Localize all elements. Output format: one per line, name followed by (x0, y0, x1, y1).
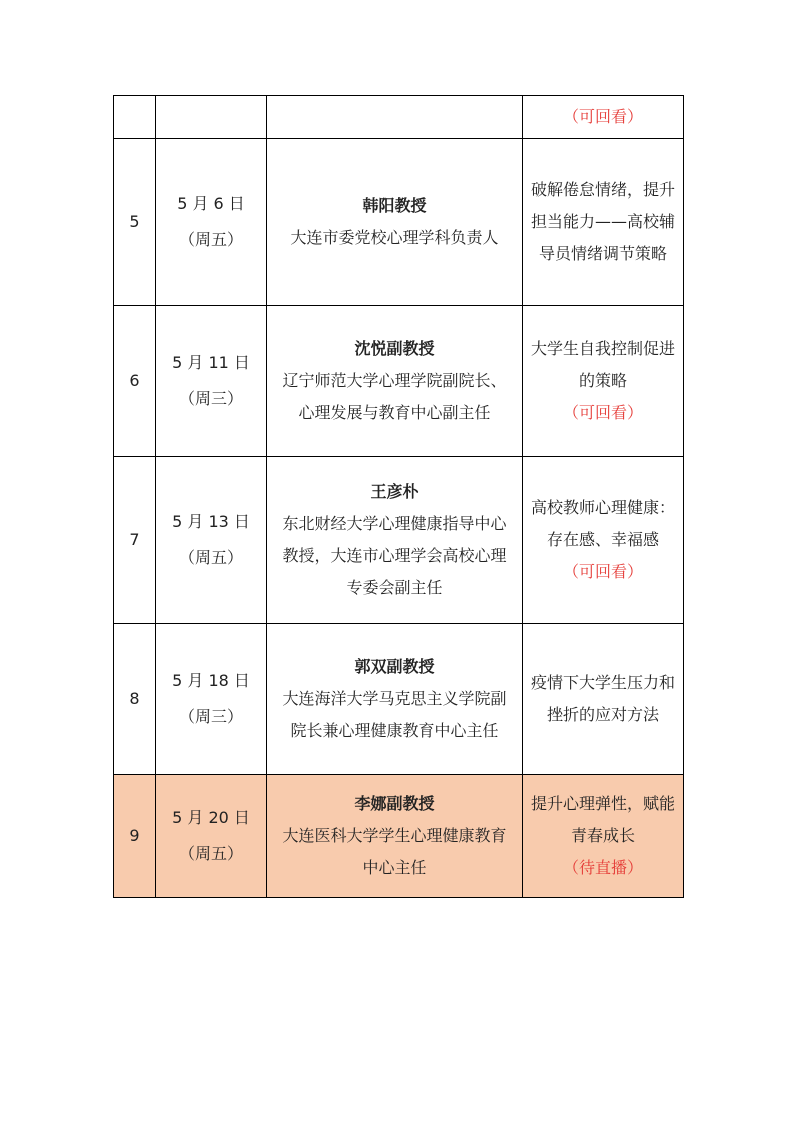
session-date: 5 月 13 日 (172, 512, 250, 531)
number-cell: 9 (114, 775, 156, 898)
date-cell (156, 457, 267, 624)
speaker-cell (267, 457, 523, 624)
live-status: （待直播） (562, 858, 643, 877)
topic-cell (523, 139, 684, 306)
session-weekday: （周五） (178, 230, 243, 249)
topic-cell (523, 624, 684, 775)
lecture-topic: 破解倦怠情绪，提升担当能力——高校辅导员情绪调节策略 (531, 180, 676, 263)
number-cell: 7 (114, 457, 156, 624)
replay-status: （可回看） (562, 403, 643, 422)
number-cell: 6 (114, 306, 156, 457)
speaker-name: 沈悦副教授 (354, 339, 435, 358)
speaker-cell (267, 96, 523, 139)
replay-status: （可回看） (562, 562, 643, 581)
table-row-upcoming (114, 775, 684, 898)
date-cell (156, 306, 267, 457)
date-cell (156, 96, 267, 139)
table-row (114, 457, 684, 624)
topic-cell (523, 775, 684, 898)
speaker-name: 李娜副教授 (354, 794, 435, 813)
speaker-name: 郭双副教授 (354, 657, 435, 676)
session-date: 5 月 11 日 (172, 353, 250, 372)
session-weekday: （周五） (178, 548, 243, 567)
table-row (114, 96, 684, 139)
topic-cell (523, 96, 684, 139)
speaker-cell (267, 775, 523, 898)
table-row (114, 624, 684, 775)
speaker-title: 大连海洋大学马克思主义学院副院长兼心理健康教育中心主任 (282, 689, 507, 740)
lecture-topic: 提升心理弹性，赋能青春成长 (531, 794, 676, 845)
session-date: 5 月 6 日 (177, 194, 245, 213)
session-date: 5 月 18 日 (172, 671, 250, 690)
speaker-title: 大连医科大学学生心理健康教育中心主任 (282, 826, 507, 877)
number-cell: 5 (114, 139, 156, 306)
schedule-table (113, 95, 684, 898)
speaker-name: 韩阳教授 (362, 196, 427, 215)
table-row (114, 306, 684, 457)
number-cell (114, 96, 156, 139)
speaker-name: 王彦朴 (370, 482, 419, 501)
lecture-topic: 大学生自我控制促进的策略 (531, 339, 676, 390)
speaker-title: 东北财经大学心理健康指导中心教授，大连市心理学会高校心理专委会副主任 (282, 514, 507, 597)
date-cell (156, 775, 267, 898)
session-weekday: （周三） (178, 389, 243, 408)
lecture-topic: 高校教师心理健康：存在感、幸福感 (531, 498, 676, 549)
lecture-topic: 疫情下大学生压力和挫折的应对方法 (531, 673, 676, 724)
date-cell (156, 624, 267, 775)
table-row (114, 139, 684, 306)
date-cell (156, 139, 267, 306)
speaker-cell (267, 306, 523, 457)
speaker-title: 大连市委党校心理学科负责人 (290, 228, 499, 247)
speaker-title: 辽宁师范大学心理学院副院长、心理发展与教育中心副主任 (282, 371, 507, 422)
session-weekday: （周三） (178, 707, 243, 726)
speaker-cell (267, 139, 523, 306)
speaker-cell (267, 624, 523, 775)
number-cell: 8 (114, 624, 156, 775)
replay-status: （可回看） (562, 107, 643, 126)
topic-cell (523, 457, 684, 624)
topic-cell (523, 306, 684, 457)
session-weekday: （周五） (178, 844, 243, 863)
session-date: 5 月 20 日 (172, 808, 250, 827)
